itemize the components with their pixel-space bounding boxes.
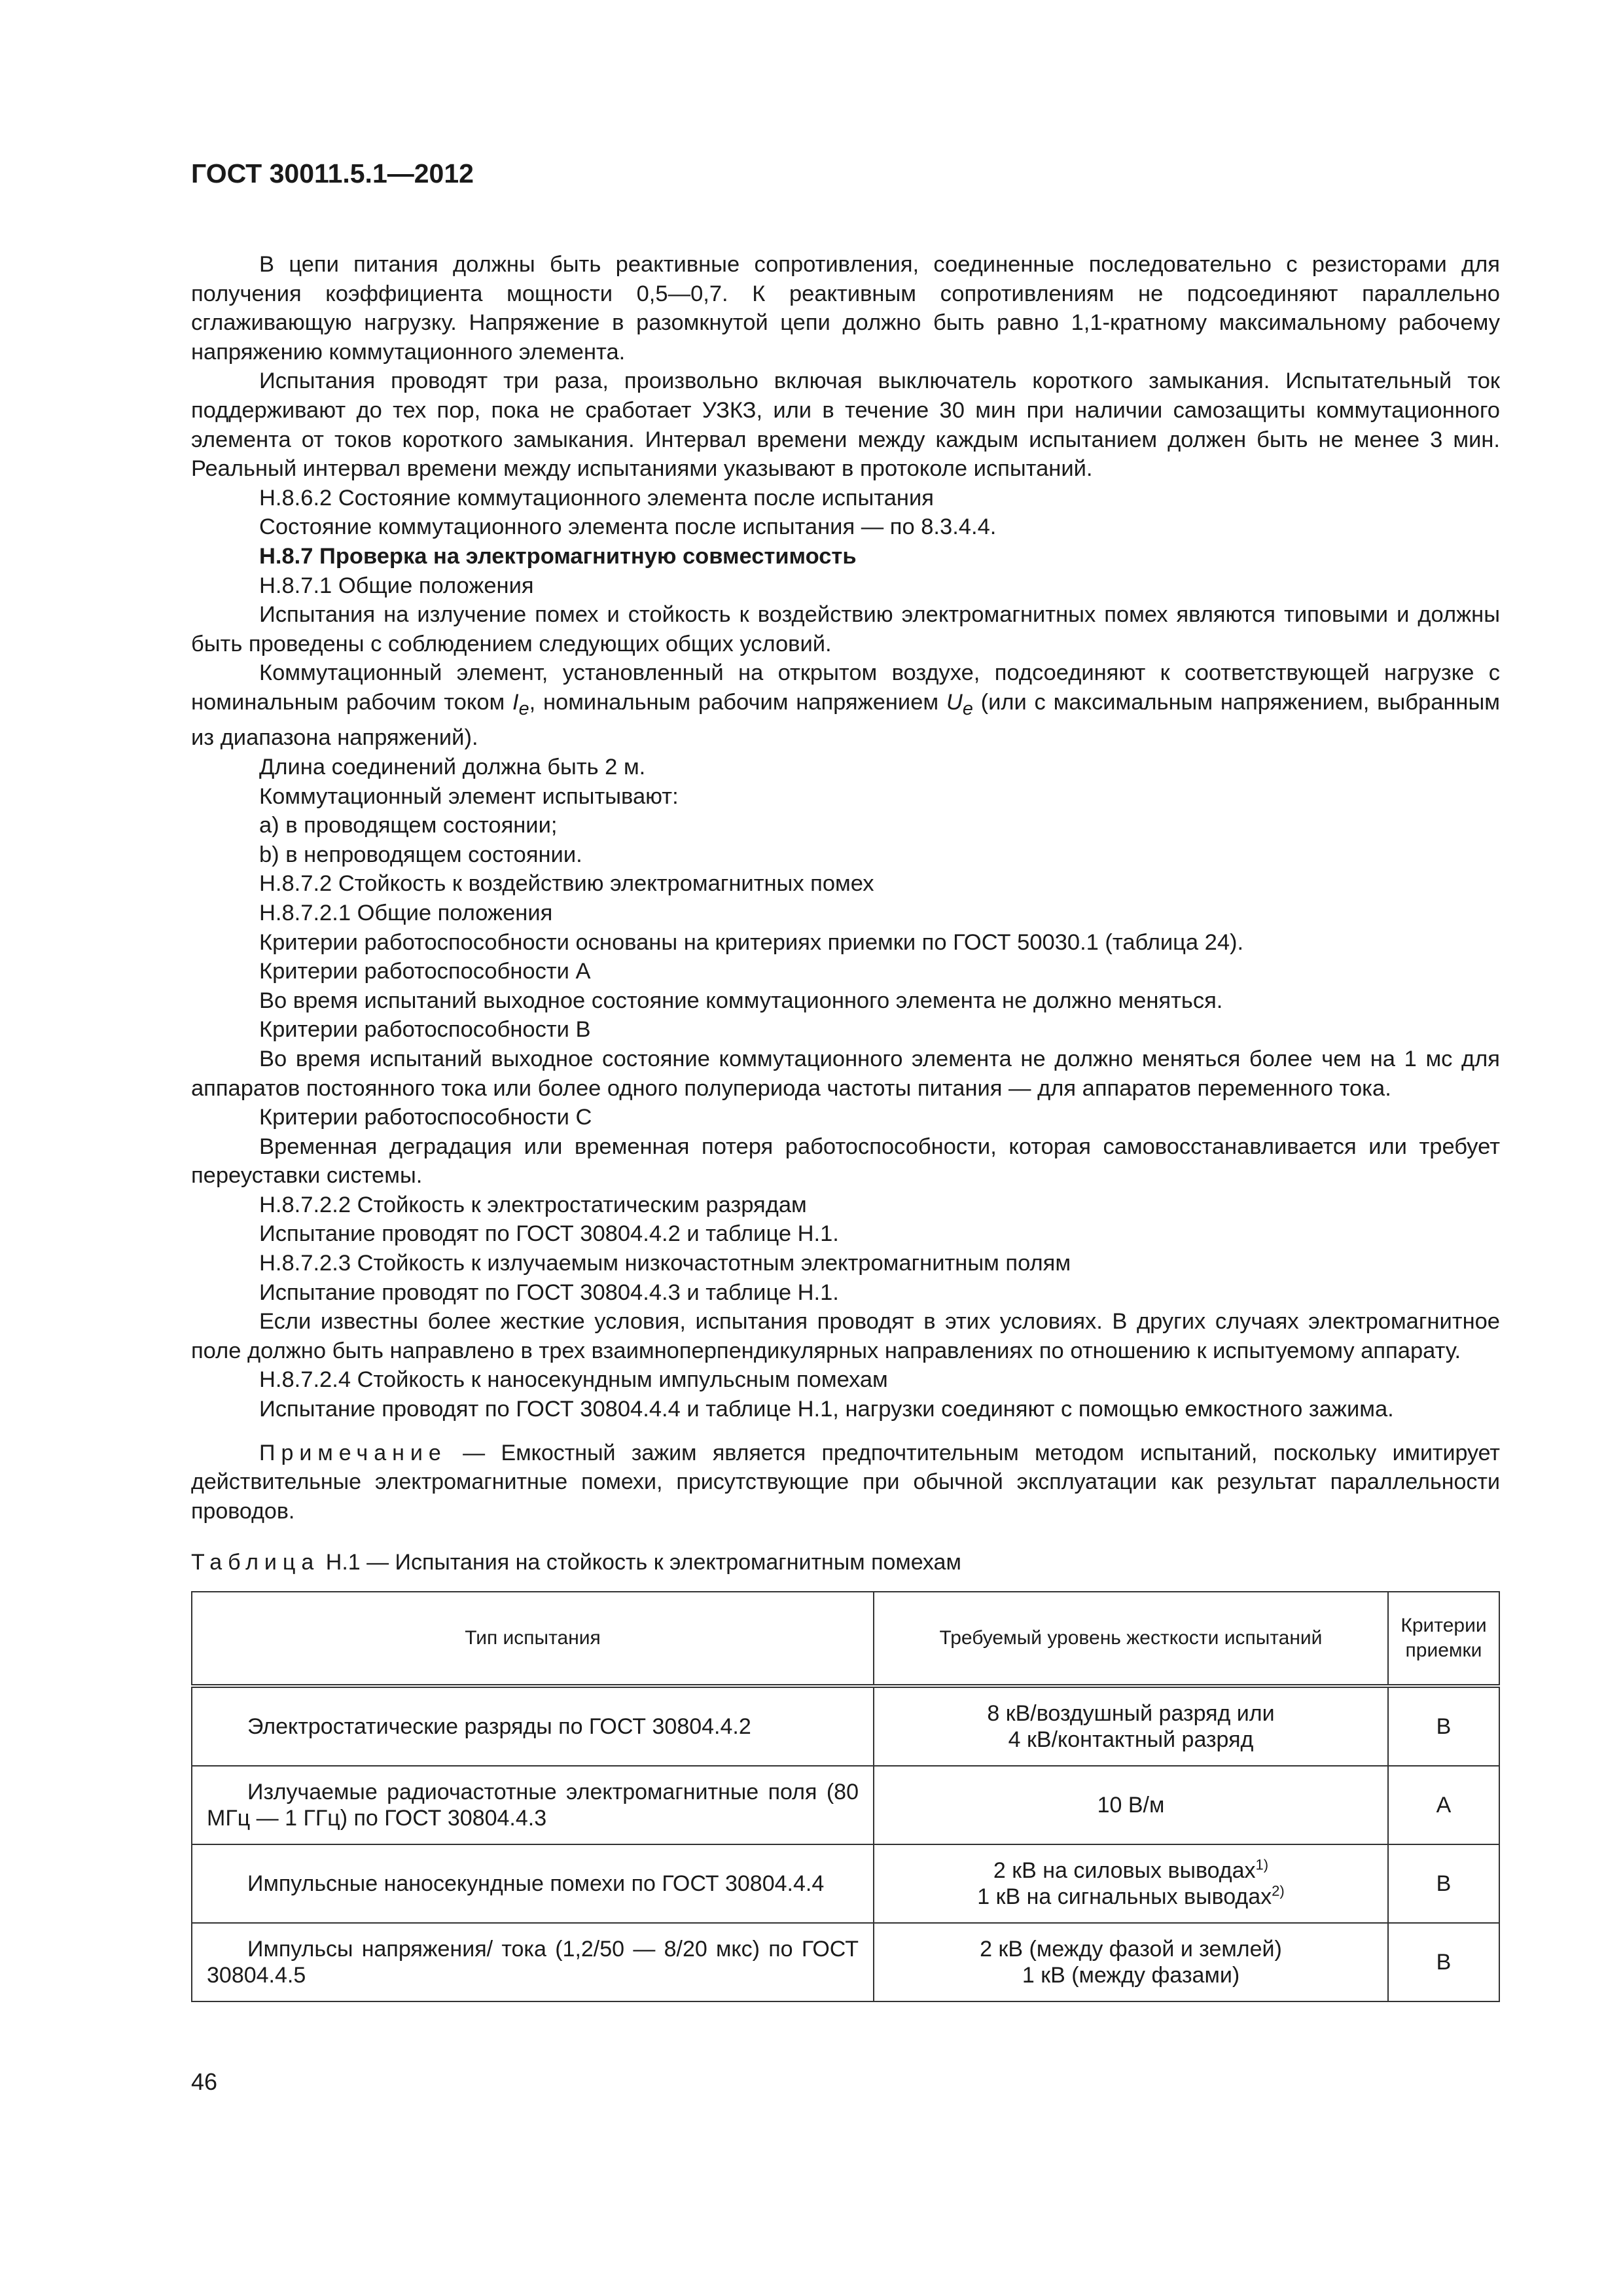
section-heading: Н.8.7.1 Общие положения [259,573,534,598]
level-line: 1 кВ (между фазами) [1022,1963,1240,1988]
footnote-ref: 2) [1272,1883,1285,1900]
paragraph: Во время испытаний выходное состояние коммутационного элемента не должно меняться. [259,988,1223,1013]
page-number: 46 [191,2068,218,2095]
table-row [192,1923,1499,2001]
column-header-type: Тип испытания [192,1592,874,1686]
level-line: 4 кВ/контактный разряд [1008,1727,1254,1753]
cell-criteria: А [1388,1766,1499,1844]
section-heading-bold: Н.8.7 Проверка на электромагнитную совместимость [259,543,857,569]
paragraph: Критерии работоспособности С [259,1105,592,1130]
symbol-subscript: e [518,698,529,719]
cell-severity-level [874,1844,1388,1923]
paragraph: Критерии работоспособности В [259,1017,591,1043]
text-run: Коммутационный элемент, установленный на открытом воздухе, подсоединяют к соответствующей нагрузке с номинальным рабочим током [191,660,1500,715]
section-heading: Н.8.7.2.1 Общие положения [259,900,553,925]
document-page [191,157,1500,2002]
column-header-criteria: Критерии приемки [1388,1592,1499,1686]
cell-severity-level [874,1686,1388,1766]
cell-criteria: В [1388,1923,1499,2001]
cell-criteria: В [1388,1686,1499,1766]
table-caption [191,1548,1500,1577]
paragraph: Во время испытаний выходное состояние коммутационного элемента не должно меняться более чем на 1 мс для аппаратов постоянного тока или более одного полупериода частоты питания — для аппаратов переменного тока. [191,1046,1500,1101]
paragraph: Длина соединений должна быть 2 м. [259,754,646,780]
cell-test-type: Импульсные наносекундные помехи по ГОСТ 30804.4.4 [192,1844,874,1923]
paragraph: Состояние коммутационного элемента после испытания — по 8.3.4.4. [259,514,997,540]
table-caption-text: Н.1 — Испытания на стойкость к электромагнитным помехам [319,1550,961,1575]
paragraph: Коммутационный элемент испытывают: [259,783,679,809]
symbol-current: I [512,689,519,715]
table-caption-label: Таблица [191,1550,320,1575]
paragraph: Критерии работоспособности основаны на критериях приемки по ГОСТ 50030.1 (таблица 24). [259,929,1244,955]
section-heading: Н.8.7.2.4 Стойкость к наносекундным импульсным помехам [259,1367,888,1393]
table-row [192,1844,1499,1923]
note-label: Примечание [259,1440,447,1465]
section-heading: Н.8.7.2 Стойкость к воздействию электромагнитных помех [259,871,874,897]
table-header-row [192,1592,1499,1686]
section-heading: Н.8.7.2.3 Стойкость к излучаемым низкочастотным электромагнитным полям [259,1251,1071,1276]
symbol-voltage: U [946,689,963,715]
section-heading: Н.8.6.2 Состояние коммутационного элемента после испытания [259,485,934,511]
body-text [191,250,1500,1424]
paragraph-with-symbols [191,658,1500,753]
cell-severity-level [874,1923,1388,2001]
emc-test-table [191,1591,1500,2002]
paragraph: Испытание проводят по ГОСТ 30804.4.3 и таблице Н.1. [259,1280,839,1305]
section-heading: Н.8.7.2.2 Стойкость к электростатическим разрядам [259,1192,807,1217]
table-row [192,1766,1499,1844]
paragraph: Испытание проводят по ГОСТ 30804.4.2 и таблице Н.1. [259,1221,839,1247]
level-line [889,1857,1373,1884]
text-run: , номинальным рабочим напряжением [529,689,946,715]
paragraph: Испытания на излучение помех и стойкость к воздействию электромагнитных помех являются типовыми и должны быть проведены с соблюдением следующих общих условий. [191,602,1500,656]
note [191,1439,1500,1526]
cell-test-type: Импульсы напряжения/ тока (1,2/50 — 8/20 мкс) по ГОСТ 30804.4.5 [192,1923,874,2001]
cell-severity-level [874,1766,1388,1844]
cell-test-type: Электростатические разряды по ГОСТ 30804.4.2 [192,1686,874,1766]
level-text: 2 кВ на силовых выводах [993,1858,1256,1884]
note-text: — Емкостный зажим является предпочтительным методом испытаний, поскольку имитирует действительные электромагнитные помехи, присутствующие при обычной эксплуатации как результат параллельности проводов. [191,1440,1500,1524]
list-item: b) в непроводящем состоянии. [259,842,582,867]
column-header-level: Требуемый уровень жесткости испытаний [874,1592,1388,1686]
text-run: (или с максимальным напряжением, выбранным из диапазона напряжений). [191,689,1501,751]
level-text: 1 кВ на сигнальных выводах [977,1884,1272,1910]
cell-test-type: Излучаемые радиочастотные электромагнитные поля (80 МГц — 1 ГГц) по ГОСТ 30804.4.3 [192,1766,874,1844]
level-line: 8 кВ/воздушный разряд или [987,1701,1275,1727]
paragraph: Испытание проводят по ГОСТ 30804.4.4 и таблице Н.1, нагрузки соединяют с помощью емкостного зажима. [259,1397,1394,1422]
table-row [192,1686,1499,1766]
paragraph: В цепи питания должны быть реактивные сопротивления, соединенные последовательно с резисторами для получения коэффициента мощности 0,5—0,7. К реактивным сопротивлениям не подсоединяют параллельно сглаживающую нагрузку. Напряжение в разомкнутой цепи должно быть равно 1,1-кратному максимальному рабочему напряжению коммутационного элемента. [191,252,1500,365]
level-line: 2 кВ (между фазой и землей) [980,1937,1282,1962]
paragraph: Испытания проводят три раза, произвольно включая выключатель короткого замыкания. Испытательный ток поддерживают до тех пор, пока не сработает УЗКЗ, или в течение 30 мин при наличии самозащиты коммутационного элемента от токов короткого замыкания. Интервал времени между каждым испытанием должен быть не менее 3 мин. Реальный интервал времени между испытаниями указывают в протоколе испытаний. [191,368,1500,482]
level-line [889,1884,1373,1910]
paragraph: Если известны более жесткие условия, испытания проводят в этих условиях. В других случаях электромагнитное поле должно быть направлено в трех взаимноперпендикулярных направлениях по отношению к испытуемому аппарату. [191,1309,1500,1363]
level-line: 10 В/м [1097,1793,1165,1818]
paragraph: Критерии работоспособности А [259,959,591,984]
document-header: ГОСТ 30011.5.1—2012 [191,158,474,188]
symbol-subscript: e [962,698,973,719]
paragraph: Временная деградация или временная потеря работоспособности, которая самовосстанавливается или требует переуставки системы. [191,1134,1500,1189]
cell-criteria: В [1388,1844,1499,1923]
footnote-ref: 1) [1255,1857,1269,1874]
list-item: a) в проводящем состоянии; [259,813,558,838]
